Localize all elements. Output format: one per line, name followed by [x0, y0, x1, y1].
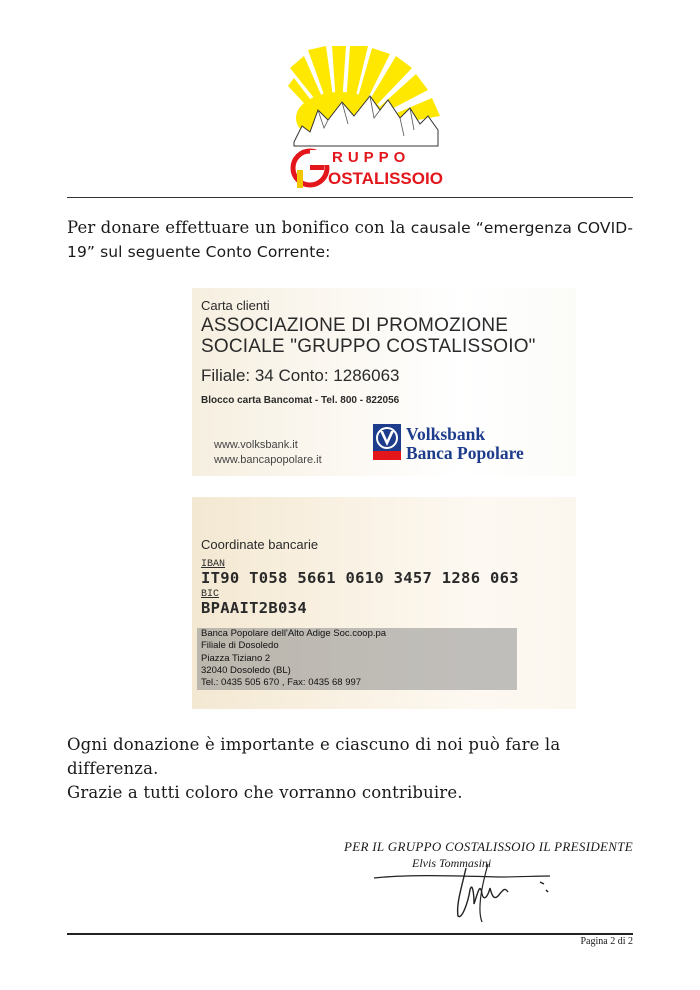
account-holder	[201, 315, 536, 357]
account-holder-line2: SOCIALE "GRUPPO COSTALISSOIO"	[201, 336, 536, 357]
address-line: Piazza Tiziano 2	[201, 652, 271, 664]
closing-paragraph	[67, 733, 637, 805]
iban-value: IT90 T058 5661 0610 3457 1286 063	[201, 569, 519, 587]
president-name: Elvis Tommasini	[412, 856, 492, 870]
closing-line2: Grazie a tutti coloro che vorranno contribuire.	[67, 783, 463, 802]
intro-causale: causale “emergenza COVID-19” sul seguente Conto Corrente:	[67, 219, 634, 261]
website-bancapopolare: www.bancapopolare.it	[214, 454, 322, 466]
bank-card-front	[192, 288, 576, 476]
address-line: Banca Popolare dell'Alto Adige Soc.coop.pa	[201, 628, 387, 639]
logo-word-costalissoio: OSTALISSOIO	[328, 169, 443, 188]
card-block-phone: Blocco carta Bancomat - Tel. 800 - 822056	[201, 395, 400, 406]
top-rule	[67, 197, 633, 198]
branch-account-number: Filiale: 34 Conto: 1286063	[201, 366, 400, 385]
address-line: 32040 Dosoledo (BL)	[201, 664, 291, 676]
bank-card-back	[192, 497, 576, 709]
card-label: Carta clienti	[201, 298, 270, 313]
signature-title: PER IL GRUPPO COSTALISSOIO IL PRESIDENTE	[344, 839, 633, 854]
bank-name	[406, 425, 524, 463]
address-line: Filiale di Dosoledo	[201, 640, 279, 652]
bic-value: BPAAIT2B034	[201, 599, 307, 617]
website-volksbank: www.volksbank.it	[214, 439, 298, 451]
volksbank-logo-icon	[373, 424, 401, 460]
intro-text: Per donare effettuare un bonifico con la	[67, 218, 411, 237]
closing-line1: Ogni donazione è importante e ciascuno di noi può fare la differenza.	[67, 735, 561, 778]
page-number: Pagina 2 di 2	[580, 936, 633, 947]
address-line: Tel.: 0435 505 670 , Fax: 0435 68 997	[201, 677, 362, 689]
intro-paragraph	[67, 216, 633, 264]
bank-details-title: Coordinate bancarie	[201, 537, 319, 552]
iban-label: IBAN	[201, 559, 226, 570]
logo-word-gruppo: RUPPO	[332, 149, 411, 166]
gruppo-costalissoio-logo	[288, 46, 444, 190]
branch-address	[201, 628, 386, 689]
bic-label: BIC	[201, 589, 220, 600]
account-holder-line1: ASSOCIAZIONE DI PROMOZIONE	[201, 315, 509, 336]
bank-name-line2: Banca Popolare	[406, 443, 524, 463]
bottom-rule	[67, 933, 633, 935]
bank-name-line1: Volksbank	[406, 424, 486, 444]
